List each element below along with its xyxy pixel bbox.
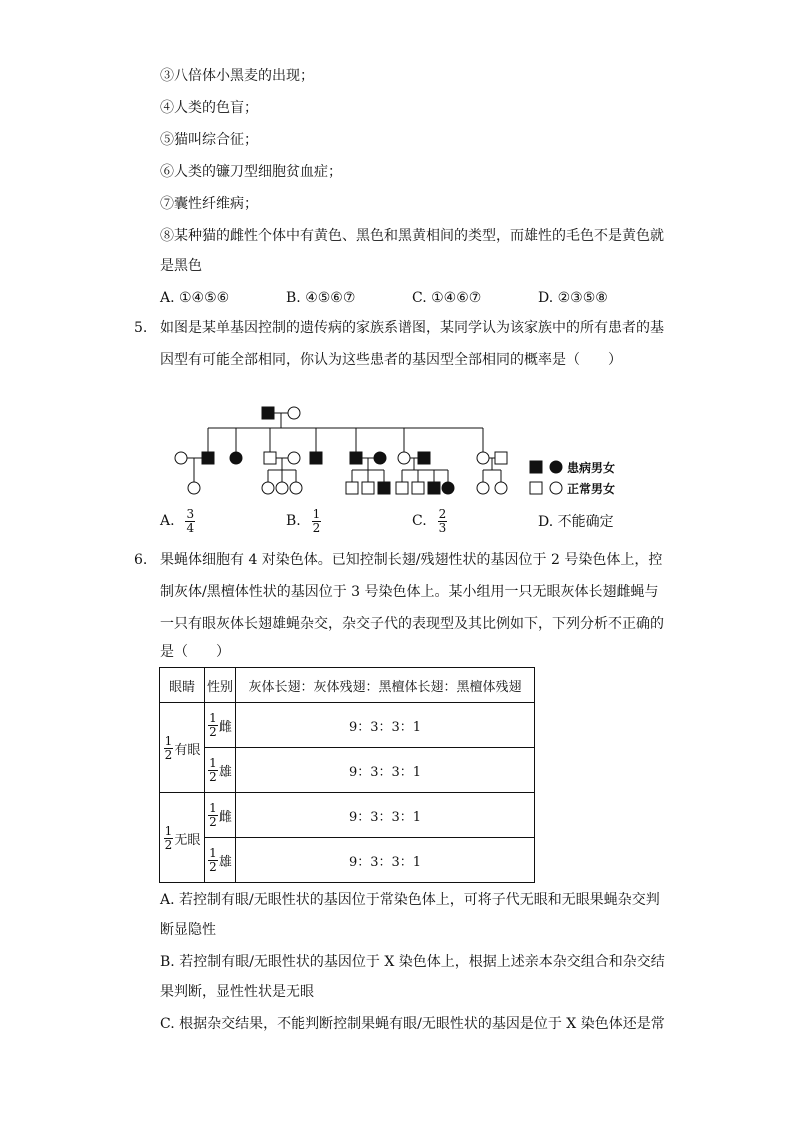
g2-spouse-male-normal [495, 452, 507, 464]
legend-normal-female [550, 482, 562, 494]
q5-stem-line-1: 如图是某单基因控制的遗传病的家族系谱图，某同学认为该家族中的所有患者的基 [160, 320, 664, 336]
sex-cell: $\frac{1}{2}$ 雌 [205, 793, 236, 838]
header-eye: 眼睛 [160, 668, 205, 703]
g2-female-normal-2 [477, 452, 489, 464]
sex-cell: $\frac{1}{2}$ 雌 [205, 703, 236, 748]
q5-option-c-fraction: $\frac{2}{3}$ [438, 507, 447, 535]
g3-female-normal [188, 482, 200, 494]
q6-option-a-cont: 断显隐性 [160, 922, 216, 938]
ratio-cell: 9：3：3：1 [236, 838, 535, 883]
legend-affected-female [550, 461, 562, 473]
g2-female-normal [398, 452, 410, 464]
q6-option-c[interactable]: C. 根据杂交结果，不能判断控制果蝇有眼/无眼性状的基因是位于 X 染色体还是常 [160, 1016, 665, 1032]
q6-option-b[interactable]: B. 若控制有眼/无眼性状的基因位于 X 染色体上，根据上述亲本杂交组合和杂交结 [160, 954, 665, 970]
q6-stem-line-3: 一只有眼灰体长翅雄蝇杂交，杂交子代的表现型及其比例如下，下列分析不正确的 [160, 616, 664, 632]
q5-stem-line-2: 因型有可能全部相同，你认为这些患者的基因型全部相同的概率是（ ） [160, 352, 622, 368]
statement-8: ⑧某种猫的雌性个体中有黄色、黑色和黑黄相间的类型，而雄性的毛色不是黄色就 [160, 228, 664, 244]
q6-stem-line-4: 是（ ） [160, 644, 230, 660]
g2-spouse-female-normal [175, 452, 187, 464]
table-header-row [160, 668, 535, 703]
q6-stem-line-2: 制灰体/黑檀体性状的基因位于 3 号染色体上。某小组用一只无眼灰体长翅雌蝇与 [160, 584, 659, 600]
q5-options [160, 507, 640, 540]
q6-number: 6. [134, 552, 148, 568]
q4-option-b[interactable]: B. ④⑤⑥⑦ [286, 290, 356, 306]
q6-results-table [159, 667, 535, 883]
q5-option-a-fraction: $\frac{3}{4}$ [186, 507, 195, 535]
table-row [160, 703, 535, 748]
g2-male-normal [264, 452, 276, 464]
statement-3: ③八倍体小黑麦的出现； [160, 68, 314, 84]
ratio-cell: 9：3：3：1 [236, 703, 535, 748]
q5-number: 5. [134, 320, 148, 336]
table-row [160, 838, 535, 883]
q5-option-c[interactable]: C. $\frac{2}{3}$ [412, 507, 447, 535]
sex-cell: $\frac{1}{2}$ 雄 [205, 748, 236, 793]
q4-option-d[interactable]: D. ②③⑤⑧ [538, 290, 608, 306]
ratio-cell: 9：3：3：1 [236, 793, 535, 838]
q5-option-b-fraction: $\frac{1}{2}$ [312, 507, 321, 535]
header-sex: 性别 [205, 668, 236, 703]
legend-affected-male [530, 461, 542, 473]
q5-option-d[interactable]: D. 不能确定 [538, 514, 614, 530]
eye-group-no-eye: $\frac{1}{2}$ 无眼 [160, 793, 205, 883]
q4-option-c[interactable]: C. ①④⑥⑦ [412, 290, 482, 306]
g2-spouse-female-affected [374, 452, 386, 464]
ratio-cell: 9：3：3：1 [236, 748, 535, 793]
q6-option-a[interactable]: A. 若控制有眼/无眼性状的基因位于常染色体上，可将子代无眼和无眼果蝇杂交判 [160, 892, 660, 908]
gen1-female-normal [288, 407, 300, 419]
gen1-male-affected [262, 407, 274, 419]
legend-normal-male [530, 482, 542, 494]
q4-option-a[interactable]: A. ①④⑤⑥ [160, 290, 230, 306]
g2-male-affected-3 [350, 452, 362, 464]
eye-group-has-eye: $\frac{1}{2}$ 有眼 [160, 703, 205, 793]
legend-normal-label: 正常男女 [567, 482, 616, 496]
g2-spouse-female-normal-2 [288, 452, 300, 464]
statement-8-cont: 是黑色 [160, 258, 202, 274]
g2-male-affected-2 [310, 452, 322, 464]
table-row [160, 748, 535, 793]
q5-option-a[interactable]: A. $\frac{3}{4}$ [160, 507, 195, 535]
g2-male-affected [202, 452, 214, 464]
g2-female-affected [230, 452, 242, 464]
header-ratio: 灰体长翅：灰体残翅：黑檀体长翅：黑檀体残翅 [236, 668, 535, 703]
q6-option-b-cont: 果判断，显性性状是无眼 [160, 984, 314, 1000]
sex-cell: $\frac{1}{2}$ 雄 [205, 838, 236, 883]
statement-4: ④人类的色盲； [160, 100, 258, 116]
q6-stem-line-1: 果蝇体细胞有 4 对染色体。已知控制长翅/残翅性状的基因位于 2 号染色体上，控 [160, 552, 663, 568]
table-row [160, 793, 535, 838]
legend-affected-label: 患病男女 [567, 461, 616, 475]
statement-6: ⑥人类的镰刀型细胞贫血症； [160, 164, 342, 180]
statement-7: ⑦囊性纤维病； [160, 196, 258, 212]
statement-5: ⑤猫叫综合征； [160, 132, 258, 148]
g2-spouse-male-affected [418, 452, 430, 464]
q5-option-b[interactable]: B. $\frac{1}{2}$ [286, 507, 321, 535]
